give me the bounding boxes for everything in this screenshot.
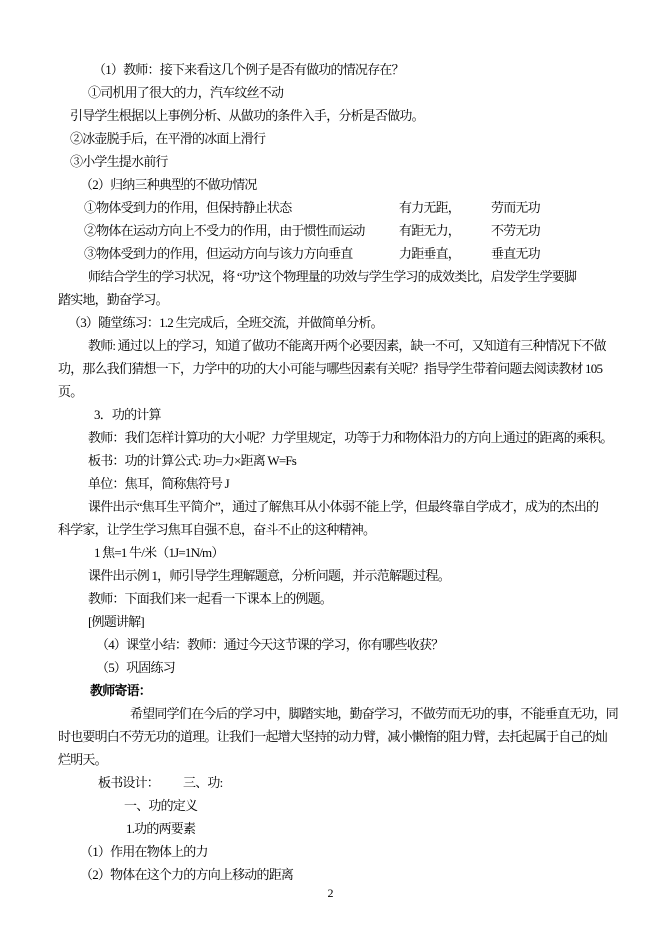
text-line: （2）物体在这个力的方向上移动的距离 — [80, 867, 294, 882]
text-line: 板书设计： 三、功: — [58, 771, 603, 794]
text-line: （3）随堂练习：1.2 生完成后，全班交流，并做简单分析。 — [68, 315, 383, 330]
text-line: 烂明天。 — [58, 752, 107, 767]
text-line: 希望同学们在今后的学习中，脚踏实地，勤奋学习，不做劳而无功的事，不能垂直无功，同 — [130, 706, 619, 721]
text-line: 教师: 通过以上的学习，知道了做功不能离开两个必要因素，缺一不可，又知道有三种情况下不做 — [88, 338, 606, 353]
text-column: 不劳无功 — [491, 223, 540, 238]
text-line: 板书：功的计算公式: 功=力×距离 W=Fs — [88, 453, 297, 468]
text-line: 时也要明白不劳无功的道理。让我们一起增大坚持的动力臂，减小懒惰的阻力臂，去托起属于自己的灿 — [58, 729, 608, 744]
text-line: ③小学生提水前行 — [70, 154, 168, 169]
text-line: 3．功的计算 — [94, 407, 161, 422]
text-line: （5）巩固练习 — [96, 660, 175, 675]
text-line: 单位：焦耳，简称焦符号 J — [88, 476, 229, 491]
text-line: [例题讲解] — [88, 614, 144, 629]
text-line: 1.功的两要素 — [126, 821, 196, 836]
text-line: ②冰壶脱手后，在平滑的冰面上滑行 — [70, 131, 266, 146]
text-line: 课件出示例 1，师引导学生理解题意，分析问题，并示范解题过程。 — [88, 568, 450, 583]
text-line: ①司机用了很大的力，汽车纹丝不动 — [88, 85, 284, 100]
text-line: 踏实地，勤奋学习。 — [58, 292, 168, 307]
text-line: 引导学生根据以上事例分析、从做功的条件入手，分析是否做功。 — [70, 108, 424, 123]
text-line: 师结合学生的学习状况，将 “功”这个物理量的功效与学生学习的成效类比，启发学生学要脚 — [88, 269, 577, 284]
text-column: 劳而无功 — [491, 200, 540, 215]
text-line: 页。 — [58, 384, 83, 399]
text-line: ②物体在运动方向上不受力的作用，由于惯性而运动 有距无力， 不劳无功 — [58, 219, 603, 242]
text-line: （1）作用在物体上的力 — [80, 844, 208, 859]
text-line: ①物体受到力的作用，但保持静止状态 有力无距， 劳而无功 — [58, 196, 603, 219]
text-column: 垂直无功 — [491, 246, 540, 261]
text-line: 教师：下面我们来一起看一下课本上的例题。 — [88, 591, 333, 606]
text-line: （1）教师：接下来看这几个例子是否有做功的情况存在？ — [93, 62, 404, 77]
text-column: 力距垂直， — [399, 246, 461, 261]
document-body — [58, 58, 619, 886]
text-line: 一、功的定义 — [124, 798, 198, 813]
text-line: 教师寄语： — [90, 683, 152, 698]
text-line: 1 焦=1 牛/米（1J=1N/m） — [94, 545, 224, 560]
text-line: （2）归纳三种典型的不做功情况 — [80, 177, 257, 192]
text-line: （4）课堂小结：教师：通过今天这节课的学习，你有哪些收获？ — [96, 637, 444, 652]
text-column: 三、功: — [183, 775, 223, 790]
text-column: 有距无力， — [399, 223, 461, 238]
page-number: 2 — [327, 886, 334, 900]
text-line: 科学家，让学生学习焦耳自强不息，奋斗不止的这种精神。 — [58, 522, 376, 537]
text-line: 教师：我们怎样计算功的大小呢？力学里规定，功等于力和物体沿力的方向上通过的距离的乘积。 — [88, 430, 613, 445]
text-line: 课件出示“焦耳生平简介”，通过了解焦耳从小体弱不能上学，但最终靠自学成才，成为的杰出的 — [88, 499, 599, 514]
text-line: ③物体受到力的作用，但运动方向与该力方向垂直 力距垂直， 垂直无功 — [58, 242, 603, 265]
text-column: 有力无距， — [399, 200, 461, 215]
text-line: 功，那么我们猜想一下，力学中的功的大小可能与哪些因素有关呢？指导学生带着问题去阅读教材 105 — [58, 361, 603, 376]
